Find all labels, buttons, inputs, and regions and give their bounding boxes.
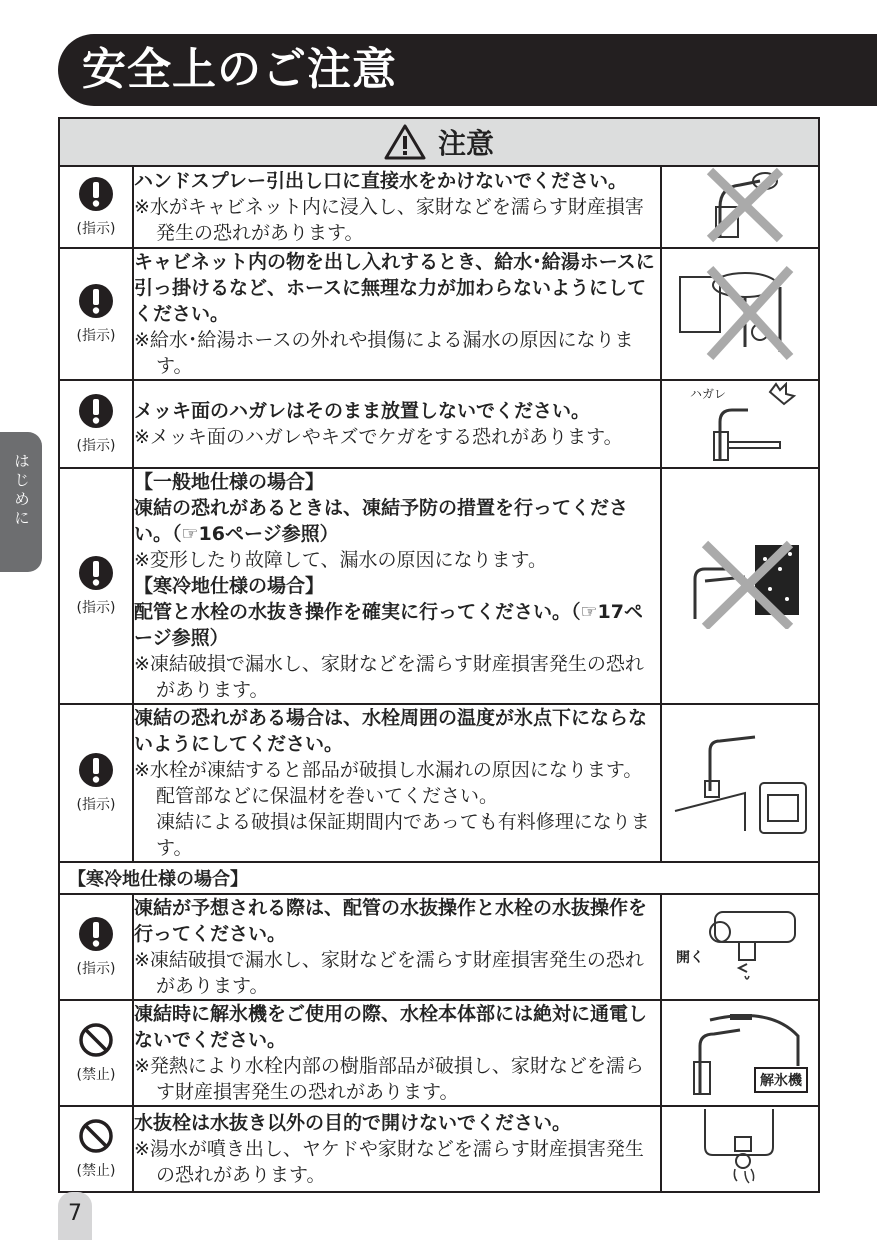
instruction-label: (指示) xyxy=(76,221,116,237)
instruction-label: (指示) xyxy=(76,797,116,813)
instruction-text: 凍結時に解氷機をご使用の際、水栓本体部には絶対に通電しないでください。 xyxy=(134,1003,648,1051)
instruction-text: メッキ面のハガレはそのまま放置しないでください。 xyxy=(134,400,591,422)
prohibition-label: (禁止) xyxy=(76,1163,116,1179)
exclamation-icon xyxy=(78,916,114,952)
table-row xyxy=(59,248,819,380)
exclamation-icon xyxy=(78,176,114,212)
table-row xyxy=(59,468,819,704)
exclamation-icon xyxy=(78,752,114,788)
exclamation-icon xyxy=(78,283,114,319)
instruction-label: (指示) xyxy=(76,328,116,344)
page-title: 安全上のご注意 xyxy=(82,44,397,95)
table-row xyxy=(59,1106,819,1192)
drain-plug-illustration xyxy=(685,1107,795,1187)
instruction-label: (指示) xyxy=(76,438,116,454)
cabinet-hose-illustration xyxy=(670,257,810,367)
caution-table xyxy=(58,117,820,1193)
note-text: ※給水･給湯ホースの外れや損傷による漏水の原因になります。 xyxy=(134,329,634,377)
peeling-label: ハガレ xyxy=(689,387,726,401)
hand-spray-illustration xyxy=(680,167,800,243)
page-number: 7 xyxy=(58,1192,92,1240)
note-text: ※水栓が凍結すると部品が破損し水漏れの原因になります。配管部などに保温材を巻いてください。 xyxy=(134,759,643,807)
instruction-text: 配管と水栓の水抜き操作を確実に行ってください。（☞17ページ参照） xyxy=(134,601,643,649)
instruction-text: 凍結が予想される際は、配管の水抜操作と水栓の水抜操作を行ってください。 xyxy=(134,897,648,945)
warning-triangle-icon xyxy=(384,124,426,160)
note-text: 凍結による破損は保証期間内であっても有料修理になります。 xyxy=(156,811,650,859)
table-row xyxy=(59,166,819,248)
open-label: 開く xyxy=(675,950,704,966)
note-text: ※水がキャビネット内に浸入し、家財などを濡らす財産損害発生の恐れがあります。 xyxy=(134,196,644,244)
exclamation-icon xyxy=(78,555,114,591)
table-row xyxy=(59,380,819,468)
section-heading: 【寒冷地仕様の場合】 xyxy=(134,575,325,597)
note-text: ※凍結破損で漏水し、家財などを濡らす財産損害発生の恐れがあります。 xyxy=(134,949,644,997)
instruction-label: (指示) xyxy=(76,961,116,977)
instruction-text: 凍結の恐れがあるときは、凍結予防の措置を行ってください。（☞16ページ参照） xyxy=(134,497,629,545)
frozen-faucet-illustration xyxy=(675,539,805,629)
instruction-label: (指示) xyxy=(76,600,116,616)
note-text: ※発熱により水栓内部の樹脂部品が破損し、家財などを濡らす財産損害発生の恐れがあります。 xyxy=(134,1055,644,1103)
caution-header xyxy=(59,118,819,166)
note-text: ※メッキ面のハガレやキズでケガをする恐れがあります。 xyxy=(134,426,623,448)
instruction-text: 水抜栓は水抜き以外の目的で開けないでください。 xyxy=(134,1112,572,1134)
section-heading: 【一般地仕様の場合】 xyxy=(134,471,325,493)
table-row xyxy=(59,704,819,862)
deicer-label: 解氷機 xyxy=(754,1067,808,1093)
note-text: ※変形したり故障して、漏水の原因になります。 xyxy=(134,549,548,571)
table-row xyxy=(59,1000,819,1106)
faucet-heater-illustration xyxy=(670,721,810,841)
prohibited-icon xyxy=(78,1118,114,1154)
note-text: ※凍結破損で漏水し、家財などを濡らす財産損害発生の恐れがあります。 xyxy=(134,653,644,701)
exclamation-icon xyxy=(78,393,114,429)
instruction-text: 凍結の恐れがある場合は、水栓周囲の温度が氷点下にならないようにしてください。 xyxy=(134,707,648,755)
caution-header-label: 注意 xyxy=(437,127,494,160)
prohibited-icon xyxy=(78,1022,114,1058)
note-text: ※湯水が噴き出し、ヤケドや家財などを濡らす財産損害発生の恐れがあります。 xyxy=(134,1138,644,1186)
side-tab-label: はじめに xyxy=(14,452,30,527)
prohibition-label: (禁止) xyxy=(76,1067,116,1083)
table-row xyxy=(59,894,819,1000)
drain-valve-illustration xyxy=(675,902,805,988)
instruction-text: キャビネット内の物を出し入れするとき、給水･給湯ホースに引っ掛けるなど、ホースに無理な力が加わらないようにしてください。 xyxy=(134,251,655,325)
cold-region-heading: 【寒冷地仕様の場合】 xyxy=(59,862,819,894)
instruction-text: ハンドスプレー引出し口に直接水をかけないでください。 xyxy=(134,170,628,192)
